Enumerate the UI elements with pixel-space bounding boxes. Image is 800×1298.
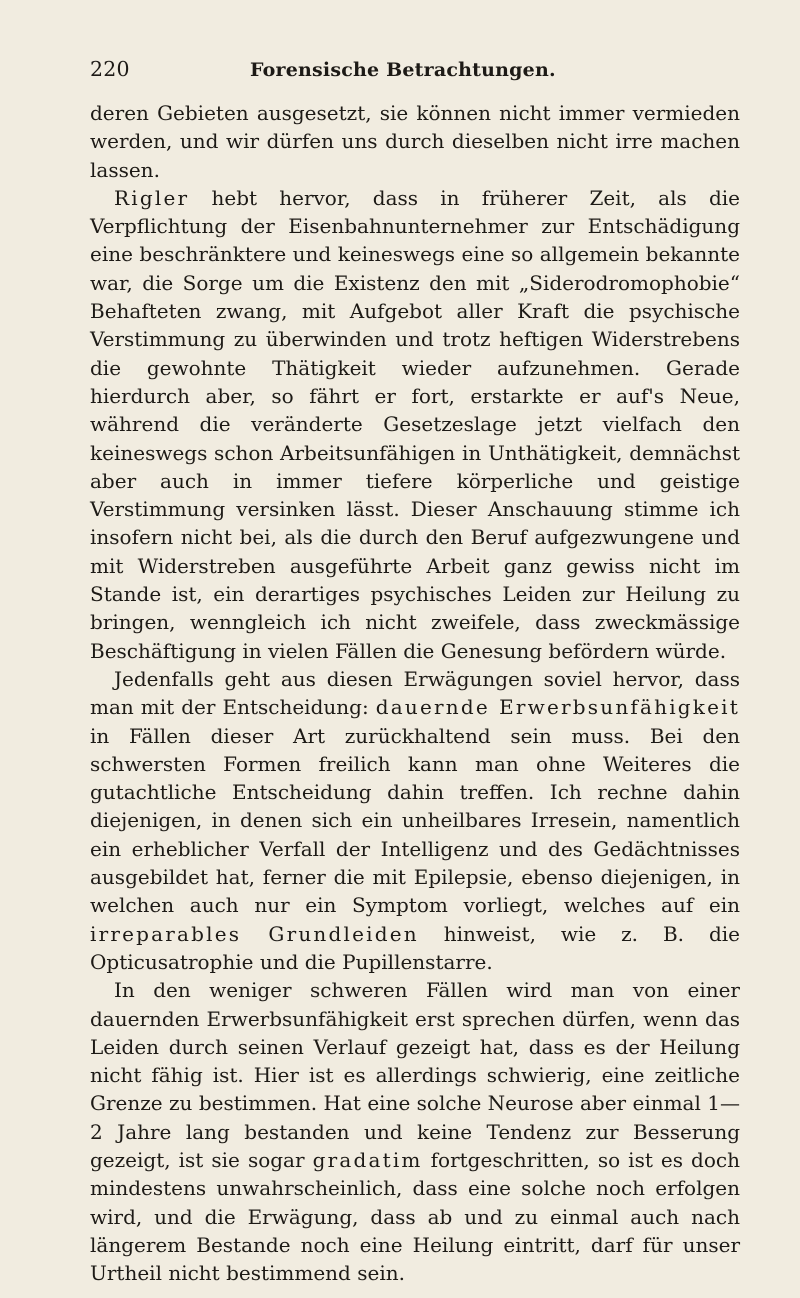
text-segment: hinweist, wie z. B. die Opticusatrophie und die Pupillenstarre.	[90, 921, 740, 974]
running-title: Forensische Betrachtungen.	[250, 59, 556, 81]
page-number: 220	[90, 57, 130, 81]
text-segment: Jedenfalls geht aus diesen Erwägungen soviel hervor, dass man mit der Entscheidung:	[90, 666, 740, 720]
text-segment: deren Gebieten ausgesetzt, sie können nicht immer vermieden werden, und wir dürfen uns durch dieselben nicht irre machen lassen.	[90, 101, 740, 182]
text-segment: fortgeschritten, so ist es doch mindestens unwahrscheinlich, dass eine solche noch erfolgen wird, und die Erwägung, dass ab und zu einmal auch nach längerem Bestande noch eine Heilung eintritt, darf für unser Urtheil nicht bestimmend sein.	[90, 1147, 740, 1286]
spaced-emphasis: irreparables Grundleiden	[90, 921, 419, 946]
spaced-name: Rigler	[114, 185, 190, 210]
running-head	[90, 57, 740, 91]
paragraph	[90, 184, 740, 665]
paragraph	[90, 99, 740, 184]
body-text	[90, 99, 740, 1287]
text-segment: hebt hervor, dass in früherer Zeit, als die Verpflichtung der Eisenbahnunternehmer zur Entschädigung eine beschränktere und keineswegs eine so allgemein bekannte war, die Sorge um die Existenz den mit „Siderodromophobie“ Behafteten zwang, mit Aufgebot aller Kraft die psychische Verstimmung zu überwinden und trotz heftigen Widerstrebens die gewohnte Thätigkeit wieder aufzunehmen. Gerade hierdurch aber, so fährt er fort, erstarkte er auf's Neue, während die veränderte Gesetzeslage jetzt vielfach den keineswegs schon Arbeitsunfähigen in Unthätigkeit, demnächst aber auch in immer tiefere körperliche und geistige Verstimmung versinken lässt. Dieser Anschauung stimme ich insofern nicht bei, als die durch den Beruf aufgezwungene und mit Widerstreben ausgeführte Arbeit ganz gewiss nicht im Stande ist, ein derartiges psychisches Leiden zur Heilung zu bringen, wenngleich ich nicht zweifele, dass zweckmässige Beschäftigung in vielen Fällen die Genesung befördern würde.	[90, 185, 740, 663]
spaced-emphasis: gradatim	[312, 1147, 423, 1172]
paragraph	[90, 976, 740, 1287]
text-segment: In den weniger schweren Fällen wird man von einer dauernden Erwerbsunfähigkeit erst sprechen dürfen, wenn das Leiden durch seinen Verlauf gezeigt hat, dass es der Heilung nicht fähig ist. Hier ist es allerdings schwierig, eine zeitliche Grenze zu bestimmen. Hat eine solche Neurose aber einmal 1—2 Jahre lang bestanden und keine Tendenz zur Besserung gezeigt, ist sie sogar	[90, 978, 740, 1172]
spaced-emphasis: dauernde Erwerbsunfähigkeit	[375, 695, 740, 720]
text-segment: in Fällen dieser Art zurückhaltend sein muss. Bei den schwersten Formen freilich kann man ohne Weiteres die gutachtliche Entscheidung dahin treffen. Ich rechne dahin diejenigen, in denen sich ein unheilbares Irresein, namentlich ein erheblicher Verfall der Intelligenz und des Gedächtnisses ausgebildet hat, ferner die mit Epilepsie, ebenso diejenigen, in welchen auch nur ein Symptom vorliegt, welches auf ein	[90, 723, 740, 918]
paragraph	[90, 665, 740, 976]
